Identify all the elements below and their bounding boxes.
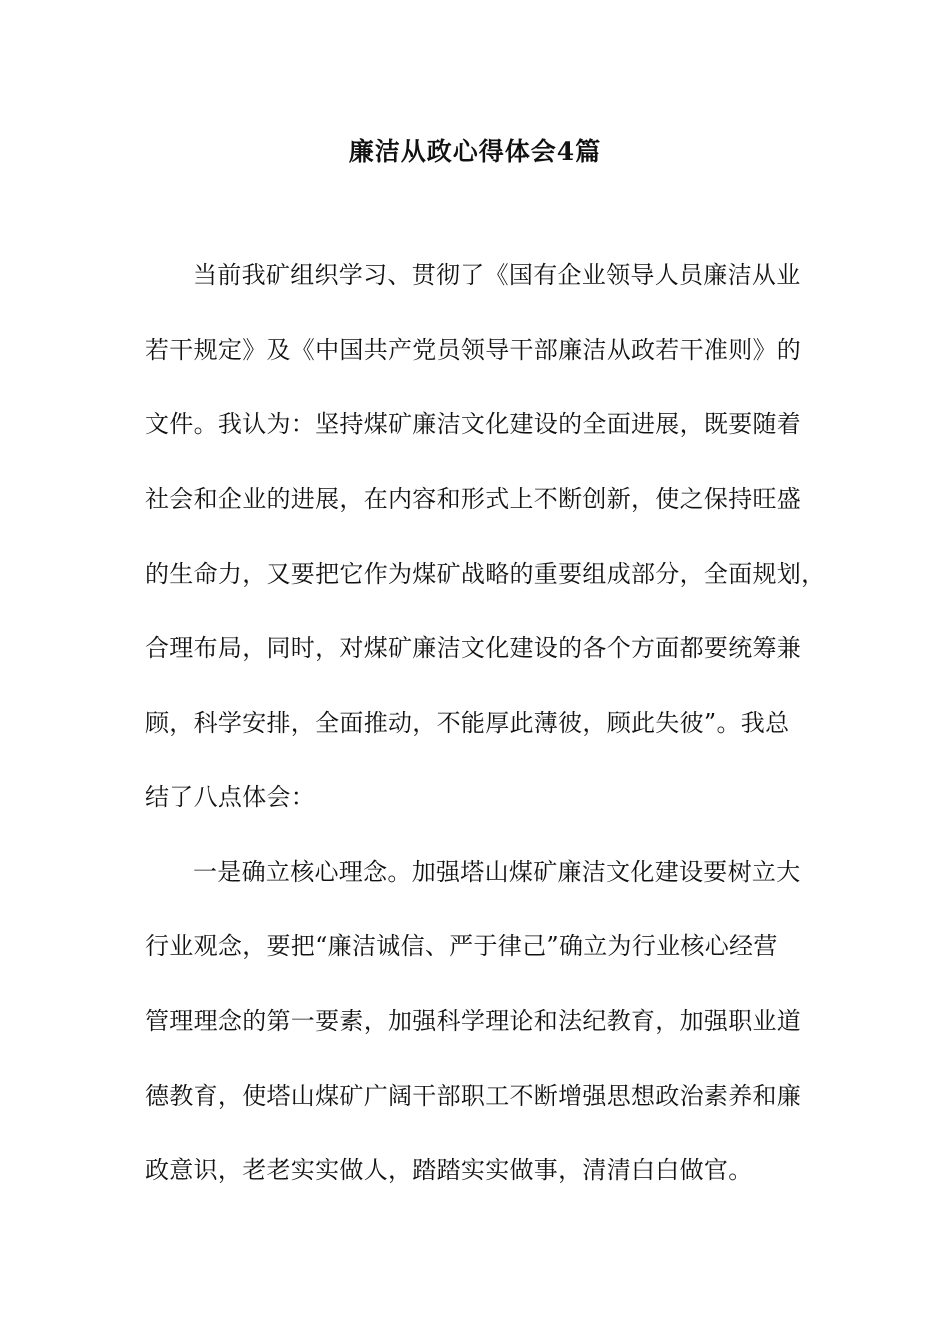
paragraph-1-line-4: 社会和企业的进展，在内容和形式上不断创新，使之保持旺盛 xyxy=(145,485,802,513)
document-title: 廉洁从政心得体会4篇 xyxy=(348,137,602,166)
paragraph-2-line-4: 德教育，使塔山煤矿广阔干部职工不断增强思想政治素养和廉 xyxy=(145,1082,802,1110)
paragraph-2-line-5: 政意识，老老实实做人，踏踏实实做事，清清白白做官。 xyxy=(145,1156,753,1184)
paragraph-1-line-1: 当前我矿组织学习、贯彻了《国有企业领导人员廉洁从业 xyxy=(193,261,801,289)
paragraph-1-line-3: 文件。我认为：坚持煤矿廉洁文化建设的全面进展，既要随着 xyxy=(145,410,802,438)
paragraph-2-line-1: 一是确立核心理念。加强塔山煤矿廉洁文化建设要树立大 xyxy=(193,858,801,886)
paragraph-1-line-2: 若干规定》及《中国共产党员领导干部廉洁从政若干准则》的 xyxy=(145,336,802,364)
paragraph-1-line-5: 的生命力，又要把它作为煤矿战略的重要组成部分，全面规划， xyxy=(145,560,826,588)
paragraph-1-line-7: 顾，科学安排，全面推动，不能厚此薄彼，顾此失彼”。我总 xyxy=(145,709,790,737)
paragraph-1-line-8: 结了八点体会： xyxy=(145,783,316,811)
paragraph-2-line-3: 管理理念的第一要素，加强科学理论和法纪教育，加强职业道 xyxy=(145,1007,802,1035)
paragraph-2-line-2: 行业观念，要把“廉洁诚信、严于律己”确立为行业核心经营 xyxy=(145,932,778,960)
paragraph-1-line-6: 合理布局，同时，对煤矿廉洁文化建设的各个方面都要统筹兼 xyxy=(145,634,802,662)
